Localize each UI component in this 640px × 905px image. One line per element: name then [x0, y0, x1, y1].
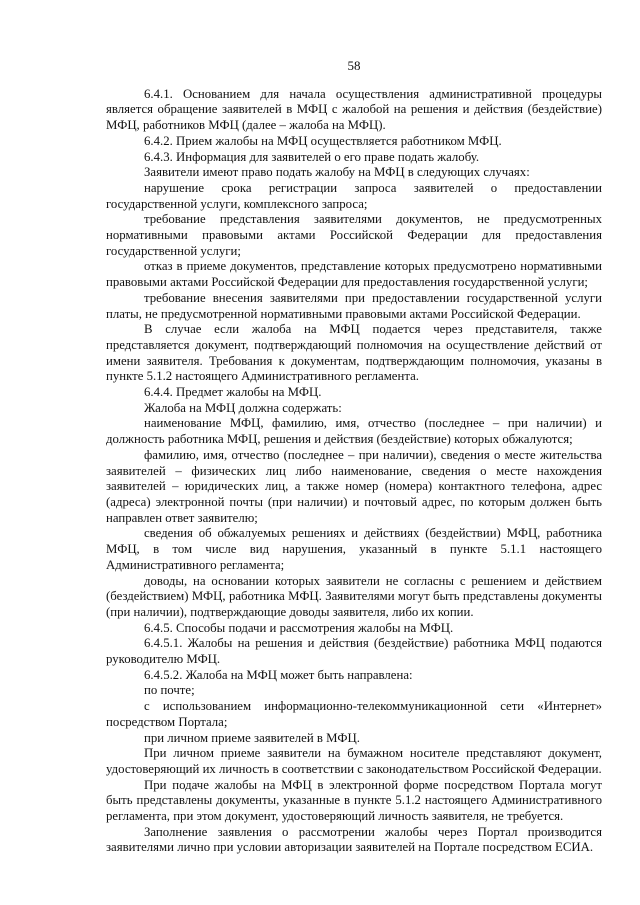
paragraph-case-refusal: отказ в приеме документов, представление которых предусмотрено нормативными правовыми актами Российской Федерации для предоставления государственной услуги;: [106, 259, 602, 290]
paragraph-method-internet: с использованием информационно-телекоммуникационной сети «Интернет» посредством Портала;: [106, 699, 602, 729]
paragraph-6-4-4: 6.4.4. Предмет жалобы на МФЦ.: [144, 385, 322, 400]
paragraph-contents-decisions: сведения об обжалуемых решениях и действиях (бездействии) МФЦ, работника МФЦ, в том числе вид нарушения, указанный в пункте 5.1.1 настоящего Административного регламента;: [106, 526, 602, 572]
paragraph-6-4-5: 6.4.5. Способы подачи и рассмотрения жалобы на МФЦ.: [144, 620, 454, 635]
paragraph-contents-arguments: доводы, на основании которых заявители не согласны с решением и действием (бездействием) МФЦ, работника МФЦ. Заявителями могут быть представлены документы (при наличии), подтверждающие доводы заявителя, либо их копии.: [106, 573, 602, 619]
page-number: 58: [347, 58, 361, 73]
paragraph-contents-name: наименование МФЦ, фамилию, имя, отчество (последнее – при наличии) и должность работника МФЦ, решения и действия (бездействие) которых обжалуются;: [106, 416, 602, 447]
paragraph-case-payment: требование внесения заявителями при предоставлении государственной услуги платы, не предусмотренной нормативными правовыми актами Российской Федерации.: [106, 290, 602, 321]
paragraph-case-documents-demand: требование представления заявителями документов, не предусмотренных нормативными правовыми актами Российской Федерации для предоставления государственной услуги;: [106, 212, 602, 258]
paragraph-complaint-cases-intro: Заявители имеют право подать жалобу на МФЦ в следующих случаях:: [144, 165, 530, 180]
paragraph-6-4-2: 6.4.2. Прием жалобы на МФЦ осуществляется работником МФЦ.: [144, 133, 502, 148]
paragraph-personal-reception: При личном приеме заявители на бумажном носителе представляют документ, удостоверяющий их личность в соответствии с законодательством Российской Федерации.: [106, 746, 602, 776]
paragraph-case-registration: нарушение срока регистрации запроса заявителей о предоставлении государственной услуги, комплексного запроса;: [106, 180, 602, 211]
document-page: [106, 58, 602, 856]
paragraph-representative: В случае если жалоба на МФЦ подается через представителя, также представляется документ, подтверждающий полномочия на осуществление действий от имени заявителя. Требования к документам, подтверждающим полномочия, указаны в пункте 5.1.2 настоящего Административного регламента.: [106, 322, 602, 384]
paragraph-complaint-contents-intro: Жалоба на МФЦ должна содержать:: [144, 400, 342, 415]
paragraph-method-mail: по почте;: [144, 683, 195, 698]
paragraph-portal-filling: Заполнение заявления о рассмотрении жалобы через Портал производится заявителями лично при условии авторизации заявителей на Портале посредством ЕСИА.: [106, 824, 602, 855]
paragraph-6-4-5-1: 6.4.5.1. Жалобы на решения и действия (бездействие) работника МФЦ подаются руководителю МФЦ.: [106, 636, 602, 667]
paragraph-6-4-5-2: 6.4.5.2. Жалоба на МФЦ может быть направлена:: [144, 667, 413, 682]
paragraph-6-4-1: 6.4.1. Основанием для начала осуществления административной процедуры является обращение заявителей в МФЦ с жалобой на решения и действия (бездействие) МФЦ, работников МФЦ (далее – жалоба на МФЦ).: [106, 86, 602, 133]
paragraph-electronic-submission: При подаче жалобы на МФЦ в электронной форме посредством Портала могут быть представлены документы, указанные в пункте 5.1.2 настоящего Административного регламента, при этом документ, удостоверяющий личность заявителя, не требуется.: [106, 777, 602, 824]
paragraph-contents-applicant: фамилию, имя, отчество (последнее – при наличии), сведения о месте жительства заявителей – физических лиц либо наименование, сведения о месте нахождения заявителей – юридических лиц, а также номер (номера) контактного телефона, адрес (адреса) электронной почты (при наличии) и почтовый адрес, по которым должен быть направлен ответ заявителю;: [106, 447, 602, 525]
paragraph-method-personal: при личном приеме заявителей в МФЦ.: [144, 730, 360, 745]
paragraph-6-4-3: 6.4.3. Информация для заявителей о его праве подать жалобу.: [144, 149, 480, 164]
